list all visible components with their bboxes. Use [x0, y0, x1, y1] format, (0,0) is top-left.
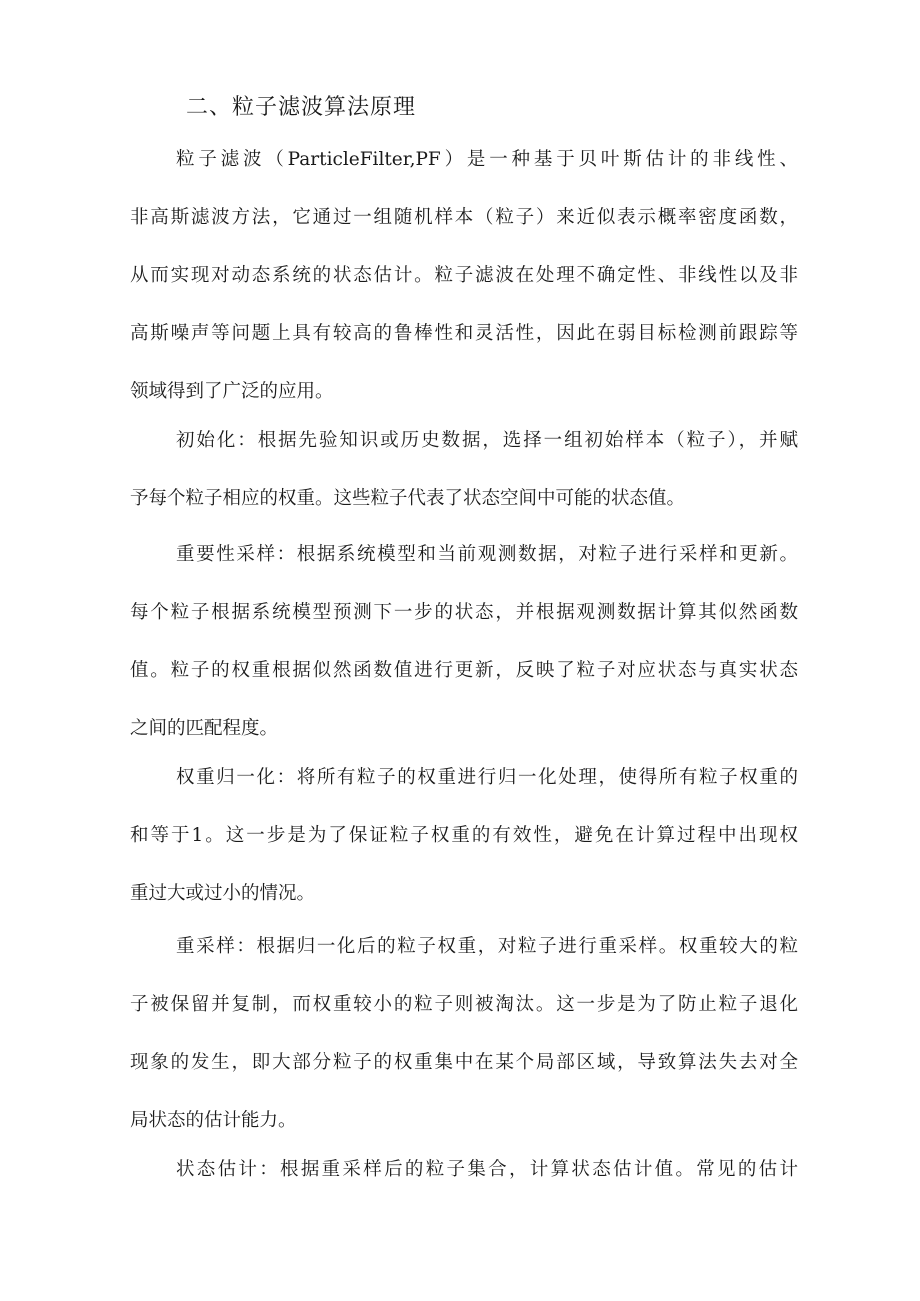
paragraph-line: 和等于1。这一步是为了保证粒子权重的有效性，避免在计算过程中出现权	[130, 825, 798, 846]
paragraph-line: 重要性采样：根据系统模型和当前观测数据，对粒子进行采样和更新。	[176, 544, 798, 565]
paragraph-line: 权重归一化：将所有粒子的权重进行归一化处理，使得所有粒子权重的	[176, 767, 798, 788]
paragraph-line: 现象的发生，即大部分粒子的权重集中在某个局部区域，导致算法失去对全	[130, 1052, 798, 1073]
paragraph-intro	[130, 131, 798, 421]
section-heading: 二、粒子滤波算法原理	[186, 95, 417, 120]
paragraph-line: 粒子滤波（ParticleFilter,PF）是一种基于贝叶斯估计的非线性、	[176, 149, 798, 170]
paragraph-importance-sampling	[130, 526, 798, 758]
paragraph-line: 予每个粒子相应的权重。这些粒子代表了状态空间中可能的状态值。	[130, 488, 686, 509]
paragraph-line: 值。粒子的权重根据似然函数值进行更新，反映了粒子对应状态与真实状态	[130, 660, 798, 681]
paragraph-line: 初始化：根据先验知识或历史数据，选择一组初始样本（粒子），并赋	[176, 430, 798, 451]
paragraph-initialization	[130, 412, 798, 528]
paragraph-line: 状态估计：根据重采样后的粒子集合，计算状态估计值。常见的估计	[176, 1159, 798, 1180]
paragraph-line: 重过大或过小的情况。	[130, 883, 316, 904]
paragraph-line: 从而实现对动态系统的状态估计。粒子滤波在处理不确定性、非线性以及非	[130, 265, 798, 286]
paragraph-line: 领域得到了广泛的应用。	[130, 381, 334, 402]
paragraph-line: 重采样：根据归一化后的粒子权重，对粒子进行重采样。权重较大的粒	[176, 936, 798, 957]
paragraph-line: 高斯噪声等问题上具有较高的鲁棒性和灵活性，因此在弱目标检测前跟踪等	[130, 323, 798, 344]
paragraph-weight-normalization	[130, 749, 798, 923]
paragraph-line: 子被保留并复制，而权重较小的粒子则被淘汰。这一步是为了防止粒子退化	[130, 994, 798, 1015]
paragraph-line: 每个粒子根据系统模型预测下一步的状态，并根据观测数据计算其似然函数	[130, 602, 798, 623]
paragraph-line: 之间的匹配程度。	[130, 718, 279, 739]
paragraph-line: 局状态的估计能力。	[130, 1110, 297, 1131]
paragraph-resampling	[130, 918, 798, 1150]
paragraph-state-estimation	[130, 1141, 798, 1199]
paragraph-line: 非高斯滤波方法，它通过一组随机样本（粒子）来近似表示概率密度函数，	[130, 207, 798, 228]
